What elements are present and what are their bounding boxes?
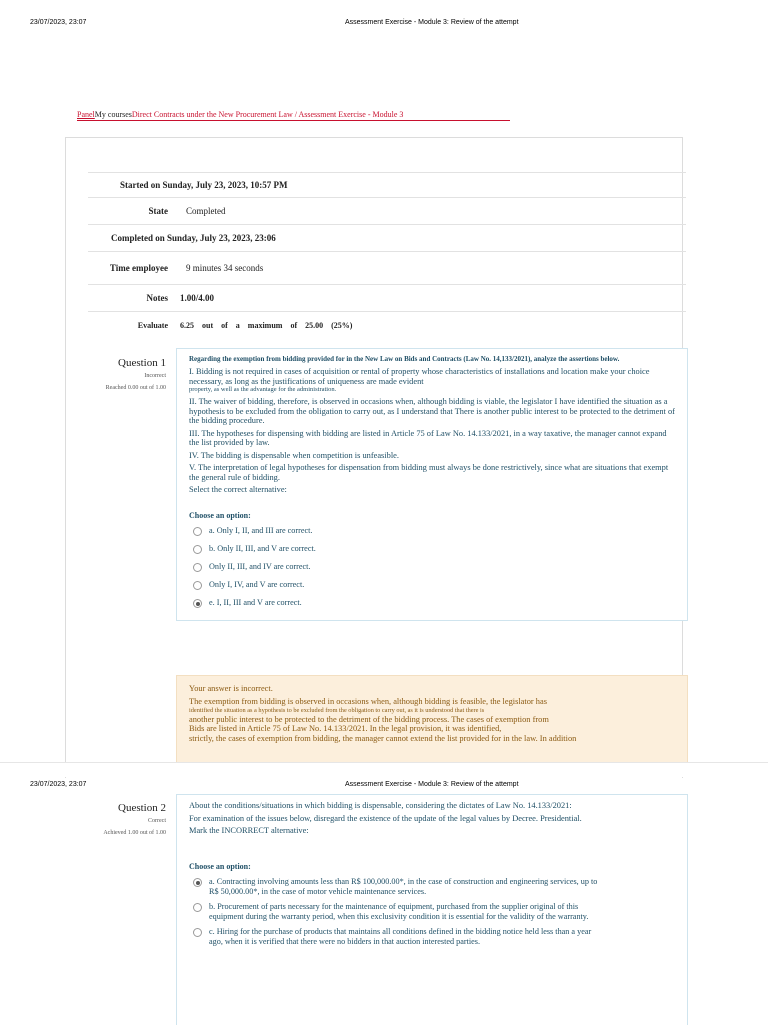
time-value: 9 minutes 34 seconds xyxy=(186,263,264,273)
question1-number: Question 1 xyxy=(118,357,166,369)
option-label: e. I, II, III and V are correct. xyxy=(209,598,302,607)
question2-option-b[interactable] xyxy=(193,902,607,921)
question2-status: Correct xyxy=(148,818,166,824)
started-on: Started on Sunday, July 23, 2023, 10:57 PM xyxy=(120,180,288,190)
completed-on: Completed on Sunday, July 23, 2023, 23:06 xyxy=(111,233,276,243)
question1-option-a[interactable] xyxy=(193,526,675,536)
feedback-line-4: Bids are listed in Article 75 of Law No. 14.133/2021. In the legal provision, it was identified, xyxy=(189,724,502,734)
question1-statement-1: I. Bidding is not required in cases of acquisition or rental of property whose characteristics of installations and location make your choice necessary, as long as the justifications of uniqueness are made evident xyxy=(189,367,650,386)
question1-prompt: Select the correct alternative: xyxy=(189,485,287,494)
question2-note: For examination of the issues below, disregard the existence of the update of the legal values by Decree. Presidential. xyxy=(189,813,582,823)
print-datetime: 23/07/2023, 23:07 xyxy=(30,19,87,26)
option-label: a. Contracting involving amounts less than R$ 100,000.00*, in the case of construction and engineering services, up to R$ 50,000.00*, in the case of motor vehicle maintenance services. xyxy=(209,877,598,896)
radio-icon[interactable] xyxy=(193,928,202,937)
summary-row-notes xyxy=(88,285,686,312)
question2-box xyxy=(176,794,688,1025)
notes-value: 1.00/4.00 xyxy=(180,293,215,303)
summary-row-time xyxy=(88,252,686,285)
question1-grade: Reached 0.00 out of 1.00 xyxy=(105,385,166,391)
time-label: Time employee xyxy=(109,263,168,273)
question1-intro: Regarding the exemption from bidding provided for in the New Law on Bids and Contracts (Law No. 14,133/2021), analyze the assertions below. xyxy=(189,355,620,363)
question1-statement-4: IV. The bidding is dispensable when competition is unfeasible. xyxy=(189,450,399,460)
summary-row-completed xyxy=(88,225,686,252)
question2-info xyxy=(92,802,166,836)
option-label: c. Hiring for the purchase of products that maintains all conditions defined in the bidding notice held less than a year ago, when it is verified that there were no bidders in that auction interested parties. xyxy=(209,927,592,946)
radio-icon[interactable] xyxy=(193,545,202,554)
question1-choose-label: Choose an option: xyxy=(189,510,251,520)
question1-statement-2: II. The waiver of bidding, therefore, is observed in occasions when, although bidding is viable, the legislator I have identified the situation as a hypothesis to be excluded from the obligation to carry out, as I understand that There is another public interest to be protected to the detriment of the bidding procedure. xyxy=(189,397,675,425)
feedback-line-3: another public interest to be protected to the detriment of the bidding process. The cases of exemption from xyxy=(189,714,549,724)
notes-label: Notes xyxy=(146,293,168,303)
feedback-line-5: strictly, the cases of exemption from bidding, the manager cannot extend the list provided for in the law. In addition xyxy=(189,734,577,744)
question1-statement-5: V. The interpretation of legal hypotheses for dispensation from bidding must always be done restrictively, since what are situations that exempt the general rule of bidding. xyxy=(189,463,669,482)
breadcrumb-my-courses[interactable]: My courses xyxy=(94,110,132,119)
question1-statement-3: III. The hypotheses for dispensing with bidding are listed in Article 75 of Law No. 14.133/2021, in a way taxative, the manager cannot expand the list provided by law. xyxy=(189,428,667,447)
page-break xyxy=(0,762,768,777)
radio-icon[interactable] xyxy=(193,563,202,572)
evaluate-label: Evaluate xyxy=(137,320,168,330)
breadcrumb-course-link[interactable]: Direct Contracts under the New Procurement Law / Assessment Exercise - Module 3 xyxy=(131,110,404,119)
question2-intro: About the conditions/situations in which bidding is dispensable, considering the dictates of Law No. 14.133/2021: xyxy=(189,801,572,810)
print-datetime: 23/07/2023, 23:07 xyxy=(30,781,87,788)
attempt-summary xyxy=(88,172,686,338)
question1-option-c[interactable] xyxy=(193,562,675,572)
option-label: a. Only I, II, and III are correct. xyxy=(209,526,313,535)
question1-status: Incorrect xyxy=(144,373,166,379)
question2-option-a[interactable] xyxy=(193,877,607,896)
radio-icon[interactable] xyxy=(193,581,202,590)
feedback-line-2: identified the situation as a hypothesis to be excluded from the obligation to carry out, as it is understood that there is xyxy=(189,706,485,714)
question1-statement-1-cont: property, as well as the advantage for the administration. xyxy=(189,386,337,393)
feedback-line-1: The exemption from bidding is observed in occasions when, although bidding is feasible, the legislator has xyxy=(189,696,547,706)
print-header-page2 xyxy=(0,778,768,792)
question1-info xyxy=(92,357,166,391)
option-label: b. Only II, III, and V are correct. xyxy=(209,544,316,553)
question1-option-e[interactable] xyxy=(193,598,675,608)
summary-row-started xyxy=(88,173,686,198)
option-label: Only I, IV, and V are correct. xyxy=(209,580,305,589)
question1-option-d[interactable] xyxy=(193,580,675,590)
radio-selected-icon[interactable] xyxy=(193,878,202,887)
option-label: b. Procurement of parts necessary for the maintenance of equipment, purchased from the supplier original of this equipment during the warranty period, when this exclusivity condition it is essential for the validity of the warranty. xyxy=(209,902,589,921)
question2-option-c[interactable] xyxy=(193,927,607,946)
feedback-incorrect: Your answer is incorrect. xyxy=(189,684,273,693)
state-value: Completed xyxy=(186,206,226,216)
question2-grade: Achieved 1.00 out of 1.00 xyxy=(103,830,166,836)
radio-icon[interactable] xyxy=(193,903,202,912)
state-label: State xyxy=(148,206,168,216)
question2-prompt: Mark the INCORRECT alternative: xyxy=(189,826,309,835)
breadcrumb-panel-link[interactable]: Panel xyxy=(77,110,95,119)
question2-number: Question 2 xyxy=(118,802,166,814)
option-label: Only II, III, and IV are correct. xyxy=(209,562,311,571)
question1-box xyxy=(176,348,688,621)
question1-feedback xyxy=(176,675,688,765)
summary-row-evaluate xyxy=(88,312,686,338)
radio-icon[interactable] xyxy=(193,527,202,536)
breadcrumb xyxy=(77,110,510,121)
question2-choose-label: Choose an option: xyxy=(189,861,251,871)
print-header xyxy=(0,16,768,30)
evaluate-value: 6.25 out of a maximum of 25.00 (25%) xyxy=(180,320,353,330)
print-title: Assessment Exercise - Module 3: Review of the attempt xyxy=(345,19,519,26)
question1-option-b[interactable] xyxy=(193,544,675,554)
radio-selected-icon[interactable] xyxy=(193,599,202,608)
summary-row-state xyxy=(88,198,686,225)
print-title: Assessment Exercise - Module 3: Review of the attempt xyxy=(345,781,519,788)
